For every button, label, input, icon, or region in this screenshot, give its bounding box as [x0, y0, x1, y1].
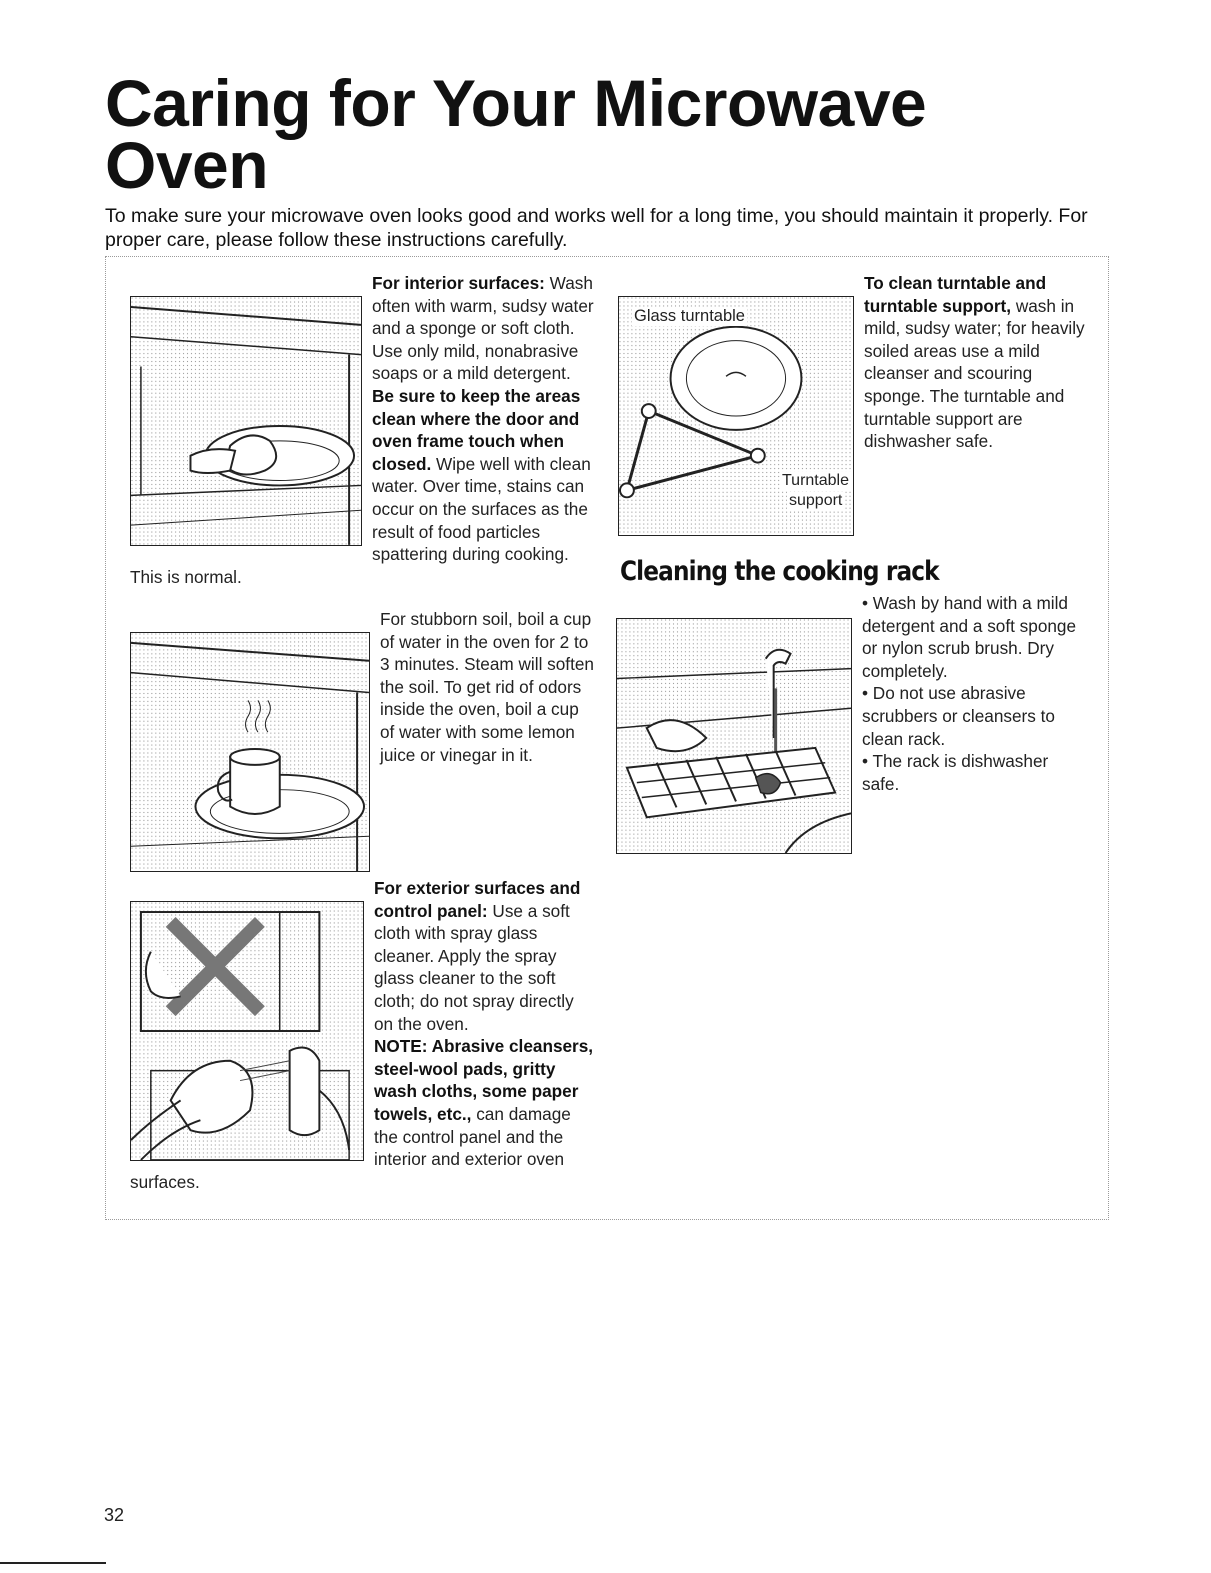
wiping-oven-interior-image — [131, 297, 361, 545]
exterior-text-a: Use a soft cloth with spray glass cleaner. Apply the spray glass cleaner to the soft cloth; do not spray directly on the oven. — [374, 900, 574, 1034]
rack-bullets — [616, 592, 1088, 795]
boiling-cup-image — [131, 633, 369, 871]
glass-turntable-label: Glass turntable — [634, 307, 745, 325]
rack-bullet-3: • The rack is dishwasher safe. — [862, 751, 1049, 794]
interior-text-b: Wipe well with clean water. Over time, stains can occur on the surfaces as the result of food particles spattering during cooking. This is normal. — [130, 453, 591, 587]
rack-illustration — [616, 618, 852, 854]
stubborn-text: For stubborn soil, boil a cup of water in the oven for 2 to 3 minutes. Steam will soften the soil. To get rid of odors inside the oven, boil a cup of water with some lemon juice or vinegar in it. — [380, 609, 594, 765]
interior-illustration — [130, 296, 362, 546]
interior-bold-text: Be sure to keep the areas clean where the door and oven frame touch when closed. — [372, 385, 581, 474]
washing-rack-image — [617, 619, 851, 853]
page-title-line-1: Caring for Your Microwave — [105, 66, 927, 140]
exterior-text-b: can damage the control panel and the interior and exterior oven surfaces. — [130, 1103, 571, 1192]
turntable-heading: To clean turntable and turntable support, — [864, 273, 1047, 316]
exterior-heading: For exterior surfaces and control panel: — [374, 878, 581, 921]
spray-cleaner-image — [131, 902, 363, 1160]
rack-bullet-2: • Do not use abrasive scrubbers or cleansers to clean rack. — [862, 683, 1055, 749]
stubborn-paragraph — [130, 608, 596, 766]
turntable-paragraph — [618, 272, 1086, 453]
interior-heading: For interior surfaces: — [372, 273, 545, 293]
rack-bullet-1: • Wash by hand with a mild detergent and a soft sponge or nylon scrub brush. Dry completely. — [862, 593, 1077, 681]
stubborn-soil-section — [130, 608, 596, 872]
interior-paragraph — [130, 272, 596, 588]
exterior-illustration — [130, 901, 364, 1161]
turntable-text: wash in mild, sudsy water; for heavily soiled areas use a mild cleanser and scouring sponge. The turntable and turntable support are dishwasher safe. — [864, 295, 1085, 452]
page-title — [105, 66, 1105, 202]
intro-paragraph: To make sure your microwave oven looks good and works well for a long time, you should maintain it properly. For proper care, please follow these instructions carefully. — [105, 205, 1088, 251]
cooking-rack-heading: Cleaning the cooking rack — [620, 556, 939, 587]
turntable-support-label-line2: support — [789, 492, 843, 509]
footer-rule — [0, 1562, 106, 1564]
exterior-section — [130, 877, 596, 1193]
interior-text-a: Wash often with warm, sudsy water and a sponge or soft cloth. Use only mild, nonabrasive soaps or a mild detergent. — [372, 273, 594, 384]
turntable-support-label-line1: Turntable — [782, 472, 849, 489]
page-number: 32 — [104, 1505, 125, 1525]
cooking-rack-section — [616, 592, 1088, 854]
exterior-paragraph — [130, 877, 596, 1193]
exterior-note: NOTE: Abrasive cleansers, steel-wool pads, gritty wash cloths, some paper towels, etc., — [374, 1036, 594, 1124]
stubborn-illustration — [130, 632, 370, 872]
interior-section — [130, 272, 596, 588]
page-title-line-2: Oven — [105, 128, 269, 202]
